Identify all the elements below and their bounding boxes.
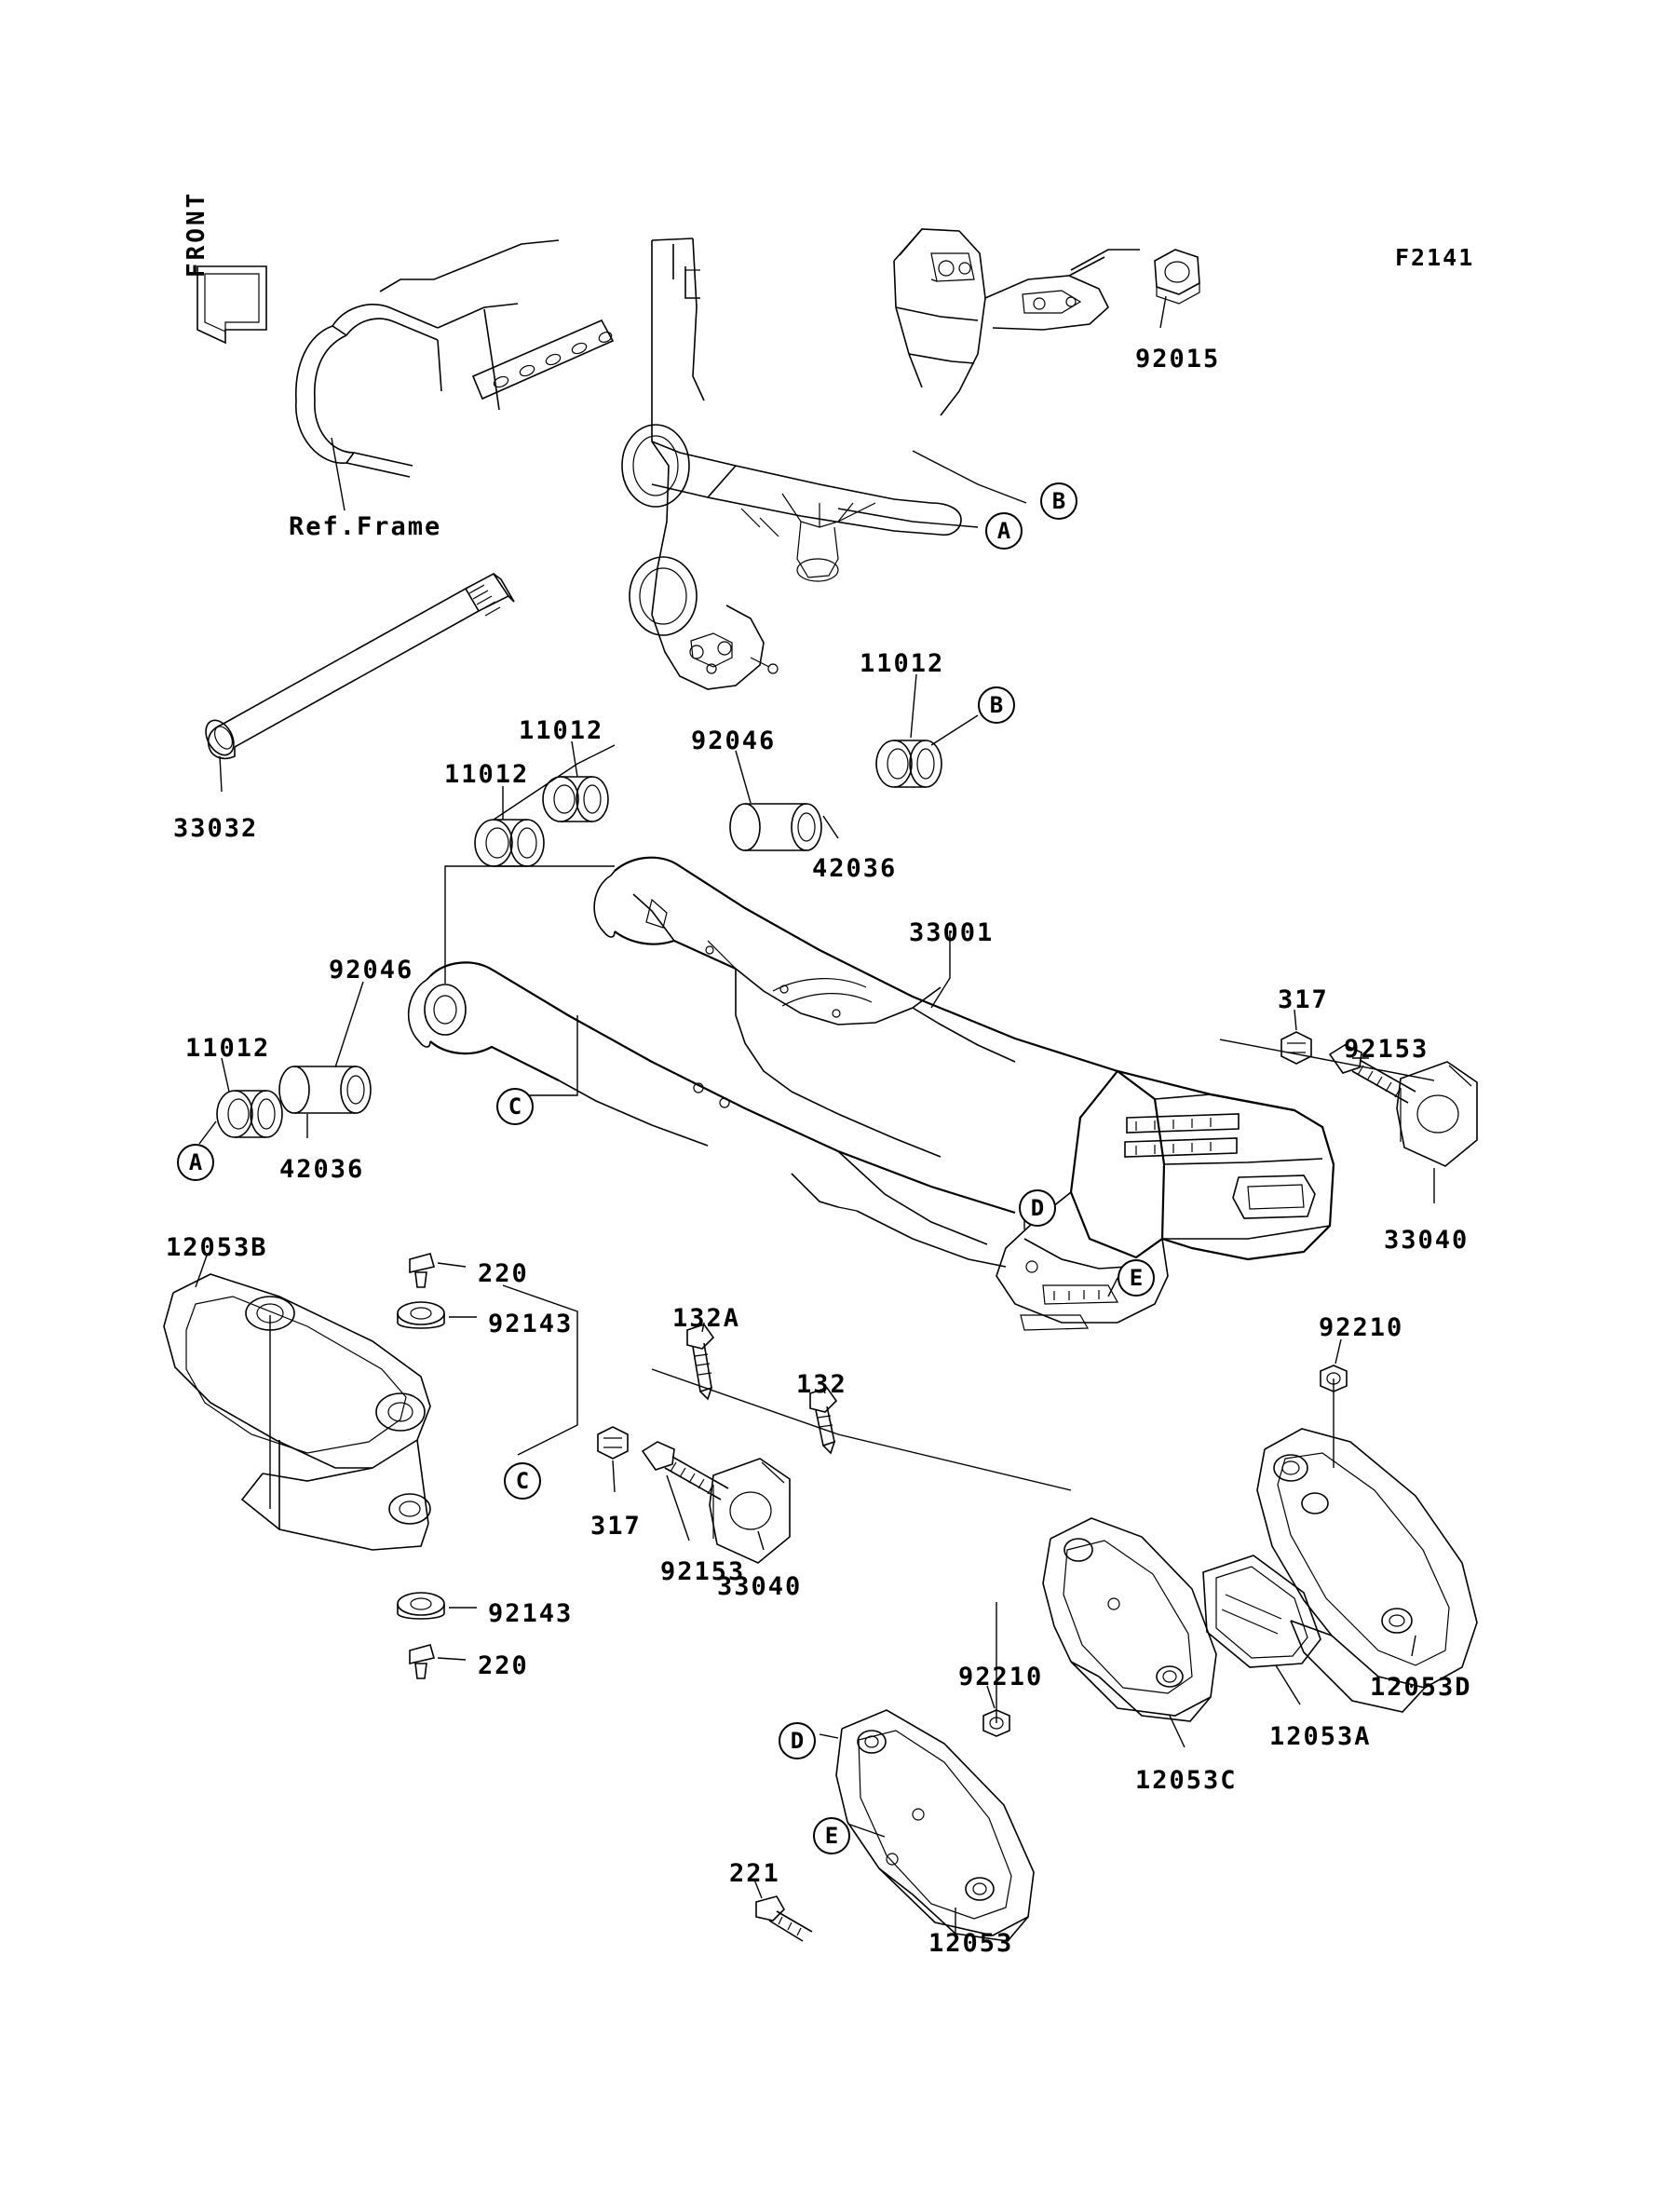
part-label-92153-b: 92153 [660,1557,746,1586]
part-label-12053D: 12053D [1370,1673,1472,1702]
callout-d-bracket: D [779,1722,816,1759]
callout-e-swingarm: E [1118,1259,1155,1297]
reference-frame-label: Ref.Frame [289,512,442,541]
part-label-92015: 92015 [1135,345,1221,373]
part-220-screw-top [410,1254,434,1287]
part-42036-collar-left [279,1066,371,1113]
part-12053D-guard [1257,1429,1477,1712]
part-label-132: 132 [796,1370,847,1399]
part-12053-bracket [836,1710,1034,1941]
front-badge-label: FRONT [183,190,210,278]
part-92143-grommet-bottom [398,1593,444,1619]
part-label-92210-b: 92210 [958,1663,1044,1691]
part-label-12053C: 12053C [1135,1766,1238,1795]
part-label-317-a: 317 [1278,985,1329,1014]
part-label-42036-b: 42036 [279,1155,365,1184]
part-label-92046-b: 92046 [329,956,414,985]
part-92015-nut [1155,250,1199,304]
frame-assembly-drawing [296,229,1140,689]
part-label-11012-d: 11012 [185,1034,271,1063]
part-12053C-bracket [1043,1518,1216,1721]
part-label-132A: 132A [672,1304,741,1333]
callout-b-bearing: B [978,686,1015,724]
part-label-92046-a: 92046 [691,727,777,755]
part-label-317-b: 317 [590,1512,642,1541]
part-33001-swingarm [409,854,1334,1333]
part-label-33040-a: 33040 [1384,1226,1470,1255]
callout-c-guard: C [504,1462,541,1500]
part-221-screw [756,1896,812,1941]
part-label-11012-c: 11012 [444,760,530,789]
part-11012-left [217,1091,282,1137]
callout-e-bracket: E [813,1817,850,1854]
part-label-11012-a: 11012 [860,649,945,678]
leader-lines [196,296,1434,1935]
part-label-92210-a: 92210 [1319,1313,1404,1342]
front-direction-badge [177,190,279,349]
callout-a-frame: A [985,512,1023,550]
part-317-nut-lower [598,1427,628,1459]
callout-a-bearing: A [177,1144,214,1181]
sheet-number: F2141 [1395,244,1475,271]
part-label-220-a: 220 [478,1259,529,1288]
part-92143-grommet-top [398,1302,444,1328]
part-label-92143-b: 92143 [488,1599,574,1628]
part-label-12053A: 12053A [1269,1722,1372,1751]
part-11012-upper-left [475,820,544,866]
part-label-42036-a: 42036 [812,854,898,883]
part-11012-upper-right [876,740,942,787]
part-92153-bolt-lower [643,1442,728,1500]
part-label-92153-a: 92153 [1344,1035,1429,1064]
part-label-12053: 12053 [928,1929,1014,1958]
part-label-11012-b: 11012 [519,716,604,745]
part-33032-axle [200,574,514,760]
part-42036-collar-upper [730,804,821,850]
part-220-screw-bottom [410,1645,434,1678]
callout-c-swingarm: C [496,1088,534,1125]
part-33040-plate-right [1397,1062,1477,1166]
part-label-33040-b: 33040 [717,1572,803,1601]
part-11012-upper-mid [543,777,608,822]
part-label-12053B: 12053B [166,1233,268,1262]
part-label-33001: 33001 [909,918,995,947]
part-12053B-chain-guide [164,1274,430,1550]
part-33040-plate-lower [710,1459,790,1563]
part-label-92143-a: 92143 [488,1310,574,1338]
part-label-221: 221 [729,1859,780,1888]
part-317-nut-right [1281,1032,1311,1064]
part-label-33032: 33032 [173,814,259,843]
part-label-220-b: 220 [478,1651,529,1680]
part-132A-bolt [687,1324,713,1399]
callout-d-swingarm: D [1019,1189,1056,1227]
callout-b-frame: B [1040,482,1077,520]
